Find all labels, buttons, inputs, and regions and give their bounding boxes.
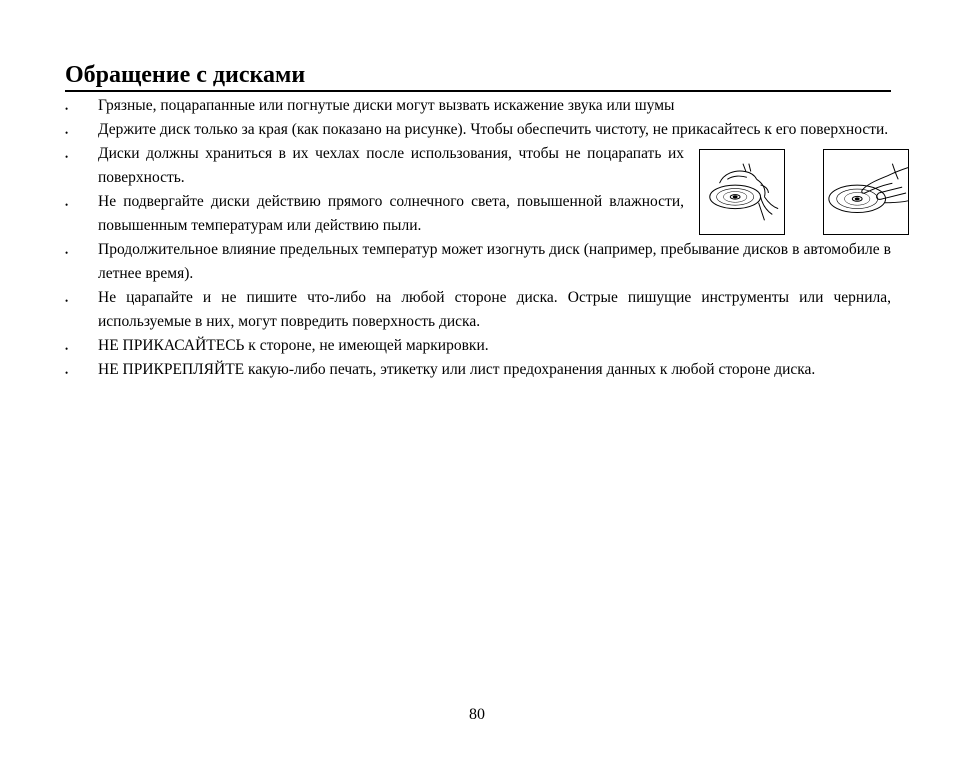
list-item bbox=[65, 238, 891, 286]
list-item bbox=[65, 286, 891, 334]
bullet-icon: • bbox=[65, 296, 69, 306]
list-item-text: Продолжительное влияние предельных температур может изогнуть диск (например, пребывание дисков в автомобиле в летнее время). bbox=[98, 241, 891, 282]
list-item-text: Грязные, поцарапанные или погнутые диски могут вызвать искажение звука или шумы bbox=[98, 97, 675, 114]
list-item-text: НЕ ПРИКРЕПЛЯЙТЕ какую-либо печать, этикетку или лист предохранения данных к любой стороне диска. bbox=[98, 361, 816, 378]
list-item bbox=[65, 94, 891, 118]
list-item bbox=[65, 142, 684, 190]
disc-handling-list bbox=[65, 94, 891, 382]
list-item bbox=[65, 334, 891, 358]
list-item-text: Держите диск только за края (как показано на рисунке). Чтобы обеспечить чистоту, не прикасайтесь к его поверхности. bbox=[98, 121, 889, 138]
bullet-icon: • bbox=[65, 248, 69, 258]
bullet-icon: • bbox=[65, 152, 69, 162]
list-item-text: НЕ ПРИКАСАЙТЕСЬ к стороне, не имеющей маркировки. bbox=[98, 337, 489, 354]
bullet-icon: • bbox=[65, 128, 69, 138]
page-title: Обращение с дисками bbox=[65, 60, 891, 92]
list-item-text: Диски должны храниться в их чехлах после использования, чтобы не поцарапать их поверхность. bbox=[98, 145, 684, 186]
bullet-icon: • bbox=[65, 368, 69, 378]
finger-touching-disc-surface-icon bbox=[823, 149, 909, 235]
list-item-text: Не подвергайте диски действию прямого солнечного света, повышенной влажности, повышенным температурам или действию пыли. bbox=[98, 193, 684, 234]
bullet-icon: • bbox=[65, 344, 69, 354]
list-item-text: Не царапайте и не пишите что-либо на любой стороне диска. Острые пишущие инструменты или чернила, используемые в них, могут повредить поверхность диска. bbox=[98, 289, 891, 330]
list-item bbox=[65, 190, 684, 238]
list-item bbox=[65, 358, 891, 382]
hand-holding-disc-edge-icon bbox=[699, 149, 785, 235]
list-item bbox=[65, 118, 891, 142]
bullet-icon: • bbox=[65, 104, 69, 114]
bullet-icon: • bbox=[65, 200, 69, 210]
page-number: 80 bbox=[469, 706, 485, 723]
